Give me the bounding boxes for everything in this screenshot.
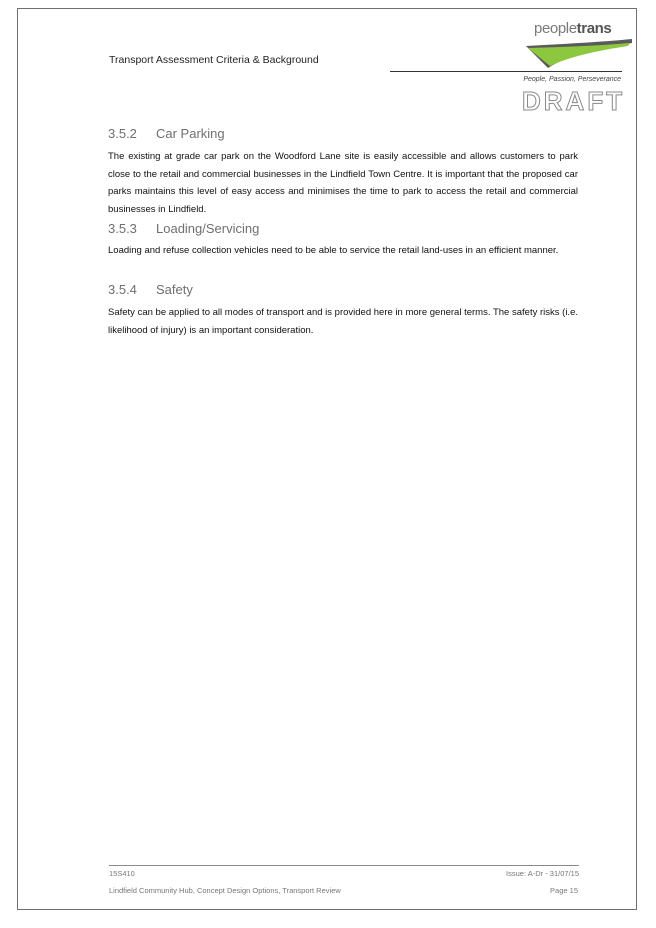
section-body-safety: Safety can be applied to all modes of transport and is provided here in more general terms. The safety risks (i.e. likelihood of injury) is an important consideration. (108, 307, 578, 336)
footer-issue: Issue: A-Dr - 31/07/15 (506, 869, 579, 878)
section-title: Safety (156, 282, 193, 297)
section-number: 3.5.4 (108, 282, 137, 297)
logo-wordmark (534, 20, 611, 37)
section-body-loading-servicing: Loading and refuse collection vehicles need to be able to service the retail land-uses in an efficient manner. (108, 245, 559, 256)
logo-text-light: people (534, 20, 577, 37)
logo-tagline: People, Passion, Perseverance (523, 76, 621, 83)
section-body-car-parking: The existing at grade car park on the Woodford Lane site is easily accessible and allows customers to park close to the retail and commercial businesses in the Lindfield Town Centre. It is important that the proposed car parks maintains this level of easy access and minimises the time to park to access the retail and commercial businesses in Lindfield. (108, 151, 578, 215)
running-header-title: Transport Assessment Criteria & Background (109, 54, 319, 66)
section-number: 3.5.3 (108, 221, 137, 236)
footer-rule (109, 865, 579, 866)
logo-swoosh-icon (522, 36, 634, 70)
footer-project: Lindfield Community Hub, Concept Design Options, Transport Review (109, 886, 341, 895)
footer-doc-id: 15S410 (109, 869, 135, 878)
footer-page-number: Page 15 (550, 886, 578, 895)
section-heading-loading-servicing (108, 221, 259, 236)
section-heading-safety (108, 282, 193, 297)
draft-watermark: DRAFT (522, 86, 626, 116)
header-rule (390, 71, 622, 72)
section-heading-car-parking (108, 126, 225, 141)
section-title: Car Parking (156, 126, 225, 141)
section-title: Loading/Servicing (156, 221, 260, 236)
logo-text-bold: trans (576, 20, 612, 37)
page-border (17, 8, 637, 910)
peopletrans-logo (522, 18, 634, 70)
section-number: 3.5.2 (108, 126, 137, 141)
